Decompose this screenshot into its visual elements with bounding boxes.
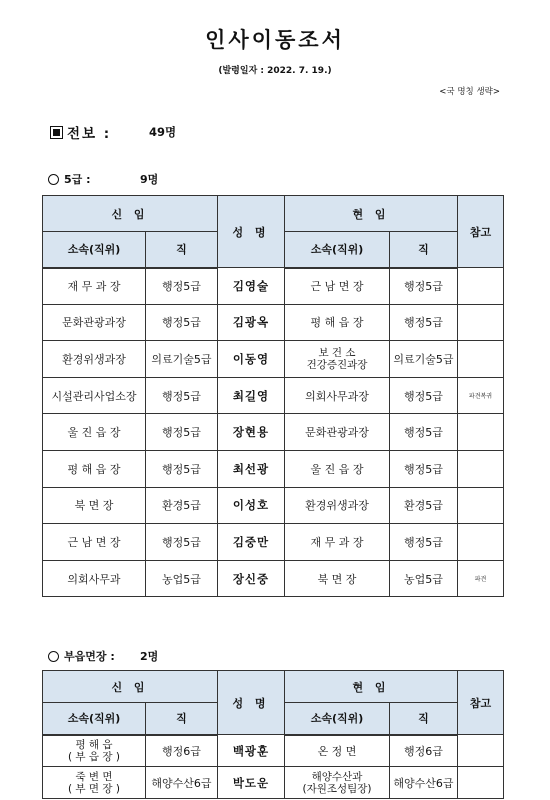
new-dept-cell: 근 남 면 장 <box>43 524 146 561</box>
new-dept-cell: 죽 변 면 ( 부 면 장 ) <box>43 767 146 799</box>
current-rank-cell: 행정5급 <box>390 377 458 414</box>
deputy-table <box>42 670 504 799</box>
name-cell: 박도운 <box>218 767 285 799</box>
reference-cell <box>458 414 504 451</box>
new-rank-cell: 환경5급 <box>146 487 218 524</box>
current-rank-cell: 행정5급 <box>390 414 458 451</box>
document-title: 인사이동조서 <box>205 27 345 52</box>
current-dept-cell: 온 정 면 <box>285 735 390 767</box>
new-dept-cell: 북 면 장 <box>43 487 146 524</box>
circle-bullet-icon <box>48 651 59 662</box>
reference-cell <box>458 268 504 305</box>
current-dept-cell: 문화관광과장 <box>285 414 390 451</box>
reference-header: 참고 <box>458 671 504 735</box>
issue-date: (발령일자 : 2022. 7. 19.) <box>218 66 332 76</box>
new-dept-cell: 평 해 읍 장 <box>43 450 146 487</box>
new-rank-cell: 농업5급 <box>146 560 218 597</box>
new-dept-cell: 평 해 읍 ( 부 읍 장 ) <box>43 735 146 767</box>
transfer-total <box>50 122 176 142</box>
current-rank-header: 직 <box>390 703 458 735</box>
current-dept-cell: 의회사무과장 <box>285 377 390 414</box>
new-rank-cell: 행정5급 <box>146 414 218 451</box>
table-row <box>43 341 504 378</box>
current-dept-cell: 북 면 장 <box>285 560 390 597</box>
table-row <box>43 377 504 414</box>
current-post-header: 현 임 <box>285 671 458 703</box>
reference-cell <box>458 450 504 487</box>
new-rank-cell: 행정5급 <box>146 377 218 414</box>
current-post-header: 현 임 <box>285 196 458 232</box>
table-row <box>43 450 504 487</box>
name-cell: 최선광 <box>218 450 285 487</box>
reference-cell: 파견복귀 <box>458 377 504 414</box>
square-bullet-icon <box>50 126 63 139</box>
new-dept-header: 소속(직위) <box>43 703 146 735</box>
current-rank-cell: 행정5급 <box>390 304 458 341</box>
new-post-header: 신 임 <box>43 671 218 703</box>
current-rank-cell: 행정5급 <box>390 450 458 487</box>
table-row <box>43 487 504 524</box>
current-dept-cell: 근 남 면 장 <box>285 268 390 305</box>
new-rank-cell: 해양수산6급 <box>146 767 218 799</box>
reference-header: 참고 <box>458 196 504 268</box>
transfer-count: 49명 <box>149 125 177 139</box>
reference-cell <box>458 767 504 799</box>
name-cell: 장현용 <box>218 414 285 451</box>
current-rank-cell: 해양수산6급 <box>390 767 458 799</box>
new-rank-cell: 행정5급 <box>146 268 218 305</box>
current-rank-cell: 환경5급 <box>390 487 458 524</box>
current-rank-header: 직 <box>390 232 458 268</box>
section-grade5-heading <box>48 171 158 187</box>
new-rank-cell: 의료기술5급 <box>146 341 218 378</box>
new-dept-cell: 재 무 과 장 <box>43 268 146 305</box>
new-dept-cell: 시설관리사업소장 <box>43 377 146 414</box>
current-dept-header: 소속(직위) <box>285 232 390 268</box>
table-row <box>43 304 504 341</box>
current-dept-cell: 보 건 소 건강증진과장 <box>285 341 390 378</box>
table-row <box>43 524 504 561</box>
name-cell: 장신중 <box>218 560 285 597</box>
name-cell: 김중만 <box>218 524 285 561</box>
current-dept-cell: 재 무 과 장 <box>285 524 390 561</box>
section-label: 5급 : <box>64 173 91 186</box>
name-cell: 백광훈 <box>218 735 285 767</box>
section-label: 부읍면장 : <box>64 650 115 663</box>
section-deputy-heading <box>48 648 158 664</box>
new-post-header: 신 임 <box>43 196 218 232</box>
current-dept-cell: 평 해 읍 장 <box>285 304 390 341</box>
section-count: 2명 <box>140 650 159 663</box>
grade5-table <box>42 195 504 597</box>
name-cell: 최길영 <box>218 377 285 414</box>
new-dept-cell: 의회사무과 <box>43 560 146 597</box>
name-cell: 이동영 <box>218 341 285 378</box>
reference-cell <box>458 341 504 378</box>
circle-bullet-icon <box>48 174 59 185</box>
new-rank-header: 직 <box>146 232 218 268</box>
name-cell: 김광옥 <box>218 304 285 341</box>
reference-cell <box>458 524 504 561</box>
new-rank-cell: 행정5급 <box>146 304 218 341</box>
current-rank-cell: 의료기술5급 <box>390 341 458 378</box>
reference-cell: 파견 <box>458 560 504 597</box>
current-dept-cell: 해양수산과 (자원조성팀장) <box>285 767 390 799</box>
name-cell: 이성호 <box>218 487 285 524</box>
current-rank-cell: 행정5급 <box>390 268 458 305</box>
new-dept-cell: 환경위생과장 <box>43 341 146 378</box>
table-row <box>43 268 504 305</box>
name-cell: 김영술 <box>218 268 285 305</box>
reference-cell <box>458 487 504 524</box>
reference-cell <box>458 304 504 341</box>
current-dept-header: 소속(직위) <box>285 703 390 735</box>
new-dept-cell: 울 진 읍 장 <box>43 414 146 451</box>
omission-note: <국 명칭 생략> <box>439 87 500 97</box>
new-dept-header: 소속(직위) <box>43 232 146 268</box>
name-header: 성 명 <box>218 196 285 268</box>
transfer-label: 전보 : <box>67 126 112 142</box>
table-row <box>43 560 504 597</box>
table-row <box>43 767 504 799</box>
current-rank-cell: 행정5급 <box>390 524 458 561</box>
section-count: 9명 <box>140 173 159 186</box>
new-rank-header: 직 <box>146 703 218 735</box>
table-row <box>43 414 504 451</box>
new-rank-cell: 행정5급 <box>146 450 218 487</box>
current-dept-cell: 울 진 읍 장 <box>285 450 390 487</box>
current-dept-cell: 환경위생과장 <box>285 487 390 524</box>
current-rank-cell: 농업5급 <box>390 560 458 597</box>
name-header: 성 명 <box>218 671 285 735</box>
current-rank-cell: 행정6급 <box>390 735 458 767</box>
reference-cell <box>458 735 504 767</box>
new-rank-cell: 행정5급 <box>146 524 218 561</box>
new-rank-cell: 행정6급 <box>146 735 218 767</box>
new-dept-cell: 문화관광과장 <box>43 304 146 341</box>
table-row <box>43 735 504 767</box>
